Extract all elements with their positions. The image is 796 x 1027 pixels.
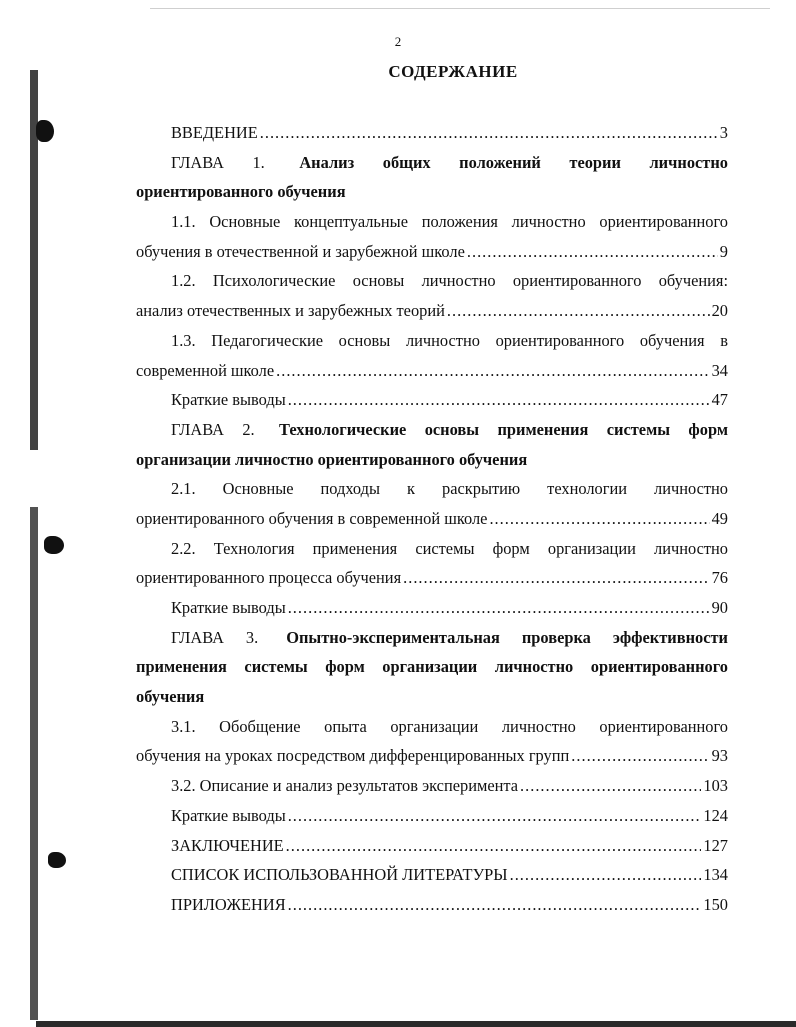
toc-label: ПРИЛОЖЕНИЯ: [171, 894, 286, 914]
toc-page: 3: [719, 123, 728, 142]
toc-label: современной школе: [136, 360, 275, 380]
toc-page: 93: [711, 746, 728, 766]
toc-entry-references[interactable]: [136, 860, 728, 890]
dot-leader: [276, 356, 709, 386]
toc-chapter-3-line-1[interactable]: [136, 623, 728, 653]
toc-chapter-3-line-2: применения системы форм организации личностно ориентированного: [136, 657, 728, 677]
toc-section-1-2-line-1[interactable]: 1.2. Психологические основы личностно ориентированного обучения:: [171, 271, 728, 291]
dot-leader: [288, 801, 702, 831]
scan-edge-top: [150, 8, 770, 9]
toc-section-3-1-line-2[interactable]: [136, 741, 728, 771]
toc-label: обучения в отечественной и зарубежной школе: [136, 241, 465, 261]
toc-chapter-3-line-3: обучения: [136, 687, 205, 707]
table-of-contents: [136, 118, 728, 920]
dot-leader: [403, 563, 709, 593]
chapter-title: Анализ общих положений теории личностно: [299, 152, 728, 172]
toc-section-2-2-line-1[interactable]: 2.2. Технология применения системы форм организации личностно: [171, 538, 728, 558]
scan-edge-left: [30, 70, 38, 1020]
toc-entry-conclusions-2[interactable]: [136, 593, 728, 623]
toc-section-1-3-line-2[interactable]: [136, 356, 728, 386]
page-number: 2: [394, 34, 402, 49]
toc-label: 3.2. Описание и анализ результатов эксперимента: [171, 776, 519, 796]
toc-section-1-3-line-1[interactable]: 1.3. Педагогические основы личностно ориентированного обучения в: [171, 330, 728, 350]
toc-entry-intro[interactable]: [136, 118, 728, 148]
scan-edge-bottom: [36, 1021, 796, 1027]
dot-leader: [288, 385, 710, 415]
dot-leader: [467, 237, 718, 267]
toc-label: ориентированного обучения в современной школе: [136, 508, 488, 528]
dot-leader: [489, 504, 709, 534]
dot-leader: [447, 296, 710, 326]
page-title: СОДЕРЖАНИЕ: [388, 62, 518, 81]
toc-section-1-1-line-2[interactable]: [136, 237, 728, 267]
toc-label: обучения на уроках посредством дифференцированных групп: [136, 746, 570, 766]
chapter-prefix: ГЛАВА 3.: [171, 627, 259, 647]
dot-leader: [510, 860, 702, 890]
toc-page: 20: [711, 301, 728, 321]
toc-section-3-2[interactable]: [136, 771, 728, 801]
chapter-title: Технологические основы применения системы форм: [279, 419, 728, 439]
toc-page: 76: [711, 568, 728, 588]
dot-leader: [286, 831, 702, 861]
toc-label: Краткие выводы: [171, 598, 286, 617]
scan-blot: [36, 120, 54, 142]
toc-label: СПИСОК ИСПОЛЬЗОВАННОЙ ЛИТЕРАТУРЫ: [171, 865, 508, 885]
toc-entry-conclusions-1[interactable]: [136, 385, 728, 415]
toc-label: Краткие выводы: [171, 390, 286, 410]
toc-section-1-1-line-1[interactable]: 1.1. Основные концептуальные положения личностно ориентированного: [171, 212, 728, 232]
scan-blot: [44, 536, 64, 554]
toc-chapter-2-line-1[interactable]: [136, 415, 728, 445]
dot-leader: [288, 890, 702, 920]
scan-blot: [48, 852, 66, 868]
toc-section-2-2-line-2[interactable]: [136, 563, 728, 593]
toc-label: ЗАКЛЮЧЕНИЕ: [171, 835, 284, 855]
toc-label: ориентированного процесса обучения: [136, 568, 402, 588]
toc-page: 127: [703, 835, 728, 855]
chapter-prefix: ГЛАВА 1.: [171, 152, 265, 172]
dot-leader: [520, 771, 701, 801]
dot-leader: [260, 118, 718, 148]
toc-chapter-1-line-1[interactable]: [136, 148, 728, 178]
chapter-prefix: ГЛАВА 2.: [171, 419, 255, 439]
toc-page: 90: [711, 598, 728, 617]
toc-page: 34: [711, 360, 728, 380]
toc-label: анализ отечественных и зарубежных теорий: [136, 301, 445, 321]
toc-page: 124: [703, 805, 728, 825]
toc-page: 47: [711, 390, 728, 410]
toc-page: 103: [703, 776, 728, 796]
toc-section-2-1-line-1[interactable]: 2.1. Основные подходы к раскрытию технологии личностно: [171, 479, 728, 499]
chapter-title: Опытно-экспериментальная проверка эффективности: [286, 627, 728, 647]
toc-page: 9: [719, 241, 728, 261]
toc-section-2-1-line-2[interactable]: [136, 504, 728, 534]
toc-entry-conclusion[interactable]: [136, 831, 728, 861]
toc-chapter-2-line-2: организации личностно ориентированного обучения: [136, 449, 528, 469]
toc-label: Краткие выводы: [171, 805, 286, 825]
toc-section-3-1-line-1[interactable]: 3.1. Обобщение опыта организации личностно ориентированного: [171, 716, 728, 736]
dot-leader: [571, 741, 709, 771]
toc-label: ВВЕДЕНИЕ: [171, 123, 258, 142]
toc-entry-conclusions-3[interactable]: [136, 801, 728, 831]
toc-entry-appendix[interactable]: [136, 890, 728, 920]
toc-chapter-1-line-2: ориентированного обучения: [136, 182, 346, 202]
toc-page: 134: [703, 865, 728, 885]
toc-page: 49: [711, 508, 728, 528]
dot-leader: [288, 593, 710, 623]
toc-page: 150: [703, 894, 728, 914]
toc-section-1-2-line-2[interactable]: [136, 296, 728, 326]
